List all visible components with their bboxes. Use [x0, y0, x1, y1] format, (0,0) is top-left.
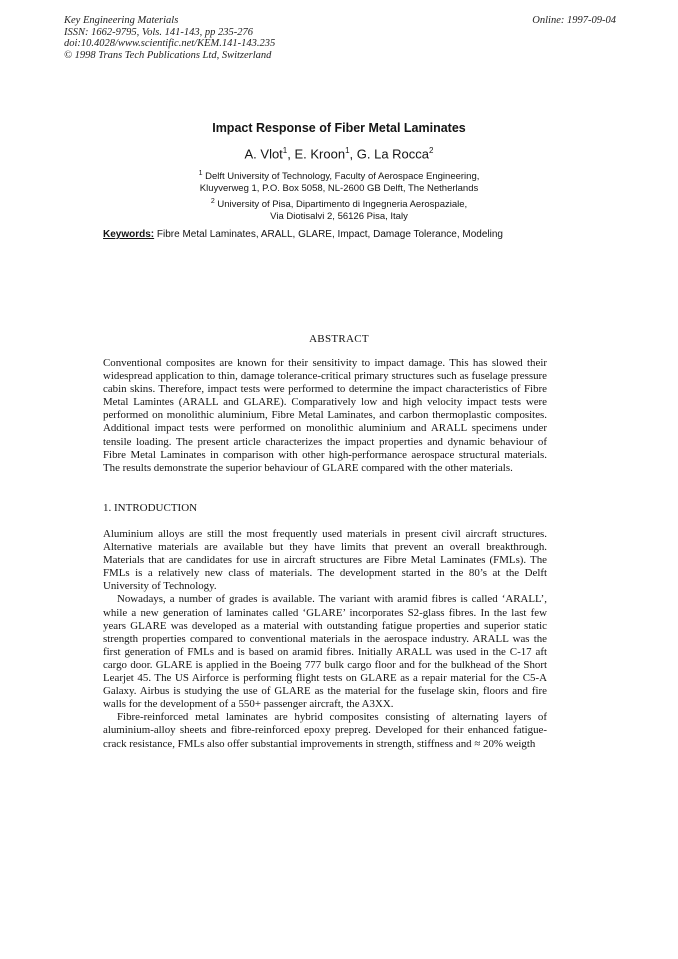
author-separator: , [287, 146, 295, 162]
affiliation-mark: 1 [198, 170, 203, 177]
journal-copyright: © 1998 Trans Tech Publications Ltd, Switzerland [64, 49, 272, 61]
affiliation-2 [0, 196, 678, 223]
affiliation-address: Kluyverweg 1, P.O. Box 5058, NL-2600 GB Delft, The Netherlands [199, 183, 479, 195]
journal-citation [64, 15, 275, 61]
keywords [103, 229, 583, 240]
keywords-list: Fibre Metal Laminates, ARALL, GLARE, Impact, Damage Tolerance, Modeling [154, 229, 503, 240]
paragraph: Fibre-reinforced metal laminates are hybrid composites consisting of alternating layers of aluminium-alloy sheets and fibre-reinforced epoxy prepreg. Developed for their enhanced fatigue-crack resistance, FMLs also offer substantial improvements in strength, stiffness and ≈ 20% weigth [103, 711, 547, 750]
paragraph: Nowadays, a number of grades is available. The variant with aramid fibres is called ‘ARALL’, while a new generation of laminates called ‘GLARE’ incorporates S2-glass fibres. In the last few years GLARE was developed as a material with outstanding fatigue properties and superior static strength properties compared to conventional materials in the aerospace industry. ARALL was the first generation of FMLs and is based on aramid fibres. Initially ARALL was used in the C-17 aft cargo door. GLARE is applied in the Boeing 777 bulk cargo floor and for the bulkhead of the Short Learjet 45. The US Airforce is performing flight tests on GLARE as a repair material for the C5-A Galaxy. Airbus is studying the use of GLARE as the material for the fuselage skin, floors and fire walls for the development of a 550+ passenger aircraft, the A3XX. [103, 593, 547, 711]
author-affiliation-mark: 1 [282, 146, 288, 155]
abstract-heading: ABSTRACT [309, 333, 369, 345]
author-separator: , [349, 146, 357, 162]
abstract-body: Conventional composites are known for their sensitivity to impact damage. This has slowed their widespread application to thin, damage tolerance-critical primary structures such as fuselage pressure cabin skins. Therefore, impact tests were performed to determine the impact characteristics of Fibre Metal Lamintes (ARALL and GLARE). Comparatively low and high velocity impact tests were performed on monolithic aluminium, Fibre Metal Laminates, and carbon thermoplastic composites. Additional impact tests were performed on monolithic aluminium and ARALL specimens under tensile loading. The present article characterizes the impact properties and dynamic behaviour of Fibre Metal Laminates in comparison with other high-performance aerospace structural materials. The results demonstrate the superior behaviour of GLARE compared with the other materials. [103, 357, 547, 474]
author-list [0, 146, 678, 161]
journal-doi[interactable]: doi:10.4028/www.scientific.net/KEM.141-143.235 [64, 38, 276, 49]
online-date: Online: 1997-09-04 [532, 15, 616, 26]
affiliation-line: University of Pisa, Dipartimento di Ingegneria Aerospaziale, [214, 199, 468, 211]
author-affiliation-mark: 2 [429, 146, 434, 155]
section-heading-introduction: 1. INTRODUCTION [103, 502, 198, 514]
introduction-body [103, 528, 547, 751]
affiliation-line: Delft University of Technology, Faculty of Aerospace Engineering, [202, 171, 480, 183]
affiliation-address: Via Diotisalvi 2, 56126 Pisa, Italy [270, 211, 408, 223]
paragraph: Aluminium alloys are still the most frequently used materials in present civil aircraft structures. Alternative materials are available but they have limits that prevent an overall breakthrough. Materials that are candidates for use in aircraft structures are Fibre Metal Laminates (FMLs). The FMLs is a relatively new class of materials. The development started in the 80’s at the Delft University of Technology. [103, 528, 547, 593]
journal-name: Key Engineering Materials [64, 15, 179, 26]
keywords-label: Keywords: [103, 229, 155, 240]
author-affiliation-mark: 1 [345, 146, 350, 155]
author-name: A. Vlot [244, 146, 283, 162]
journal-issn: ISSN: 1662-9795, Vols. 141-143, pp 235-276 [64, 26, 253, 38]
paper-title: Impact Response of Fiber Metal Laminates [212, 121, 466, 135]
affiliation-1 [0, 168, 678, 195]
author-name: G. La Rocca [356, 146, 430, 162]
affiliation-mark: 2 [210, 198, 215, 205]
author-name: E. Kroon [294, 146, 346, 162]
